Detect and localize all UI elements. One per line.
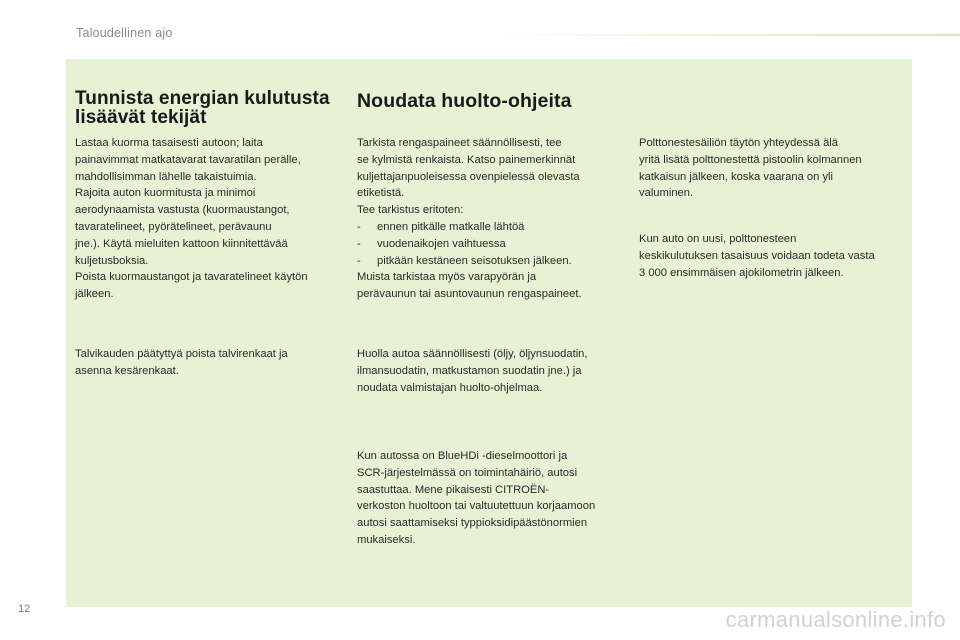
maintenance-paragraph (357, 346, 588, 396)
text-line: etiketistä. (357, 187, 405, 200)
text-line: mahdollisimman lähelle takaistuimia. (75, 170, 257, 183)
middle-heading-line: Noudata huolto-ohjeita (357, 90, 572, 112)
fuel-filling-paragraph (639, 135, 862, 202)
page-number: 12 (18, 603, 31, 615)
text-line: yritä lisätä polttonestettä pistoolin kolmannen (639, 153, 862, 166)
text-line: se kylmistä renkaista. Katso painemerkinnät (357, 153, 576, 166)
text-line: noudata valmistajan huolto-ohjelmaa. (357, 381, 543, 394)
text-line: Kun autossa on BlueHDi -dieselmoottori ja (357, 450, 568, 462)
new-car-consumption-paragraph (639, 231, 875, 281)
text-line: SCR-järjestelmässä on toimintahäiriö, autosi (357, 466, 578, 479)
text-line: jne.). Käytä mieluiten kattoon kiinnitettävää (75, 237, 288, 250)
text-line: Lastaa kuorma tasaisesti autoon; laita (75, 137, 263, 149)
text-line: Kun auto on uusi, polttonesteen (639, 233, 797, 245)
watermark[interactable]: carmanualsonline.info (725, 607, 946, 632)
text-line: verkoston huoltoon tai valtuutettuun korjaamoon (357, 500, 596, 513)
text-line: kuljetusboksia. (75, 254, 149, 267)
text-line: Muista tarkistaa myös varapyörän ja (357, 271, 537, 284)
left-heading-line: Tunnista energian kulutusta (75, 88, 330, 109)
text-line: aerodynaamista vastusta (kuormaustangot, (75, 204, 290, 217)
list-item: - vuodenaikojen vaihtuessa (357, 237, 506, 250)
text-line: Polttonestesäiliön täytön yhteydessä älä (639, 137, 839, 149)
text-line: jälkeen. (75, 288, 114, 301)
text-line: Tarkista rengaspaineet säännöllisesti, tee (357, 137, 562, 149)
text-line: asenna kesärenkaat. (75, 364, 179, 377)
bluehdi-paragraph (357, 448, 595, 549)
content-panel (66, 59, 912, 607)
section-title: Taloudellinen ajo (76, 26, 173, 40)
text-line: keskikulutuksen tasaisuus voidaan todeta vasta (639, 249, 875, 262)
left-heading (75, 89, 330, 127)
load-advice-paragraph (75, 135, 308, 303)
text-line: Huolla autoa säännöllisesti (öljy, öljynsuodatin, (357, 348, 588, 360)
text-line: tavaratelineet, pyörätelineet, perävaunu (75, 220, 272, 233)
text-line: mukaiseksi. (357, 533, 416, 546)
text-line: Tee tarkistus eritoten: (357, 204, 464, 217)
left-heading-line: lisäävät tekijät (75, 107, 207, 128)
list-item-text: vuodenaikojen vaihtuessa (377, 237, 506, 250)
list-item-text: ennen pitkälle matkalle lähtöä (377, 220, 525, 233)
text-line: kuljettajanpuoleisessa ovenpielessä olevasta (357, 170, 580, 183)
list-item: - pitkään kestäneen seisotuksen jälkeen. (357, 254, 572, 267)
text-line: painavimmat matkatavarat tavaratilan perälle, (75, 153, 301, 166)
text-line: 3 000 ensimmäisen ajokilometrin jälkeen. (639, 266, 844, 279)
text-line: Rajoita auton kuormitusta ja minimoi (75, 187, 256, 200)
text-line: autosi saattamiseksi typpioksidipäästönormien (357, 517, 588, 530)
middle-heading (357, 92, 572, 111)
list-item: - ennen pitkälle matkalle lähtöä (357, 220, 525, 233)
text-line: Talvikauden päätyttyä poista talvirenkaat ja (75, 348, 288, 360)
list-item-text: pitkään kestäneen seisotuksen jälkeen. (377, 254, 572, 267)
text-line: Poista kuormaustangot ja tavaratelineet käytön (75, 271, 308, 284)
text-line: katkaisun jälkeen, koska vaarana on yli (639, 170, 834, 183)
text-line: ilmansuodatin, matkustamon suodatin jne.) ja (357, 364, 582, 377)
text-line: perävaunun tai asuntovaunun rengaspaineet. (357, 288, 582, 301)
text-line: valuminen. (639, 187, 694, 200)
tyre-pressure-paragraph (357, 135, 582, 303)
text-line: saastuttaa. Mene pikaisesti CITROËN- (357, 483, 550, 496)
header-divider (500, 34, 960, 36)
tyres-season-paragraph (75, 346, 288, 380)
